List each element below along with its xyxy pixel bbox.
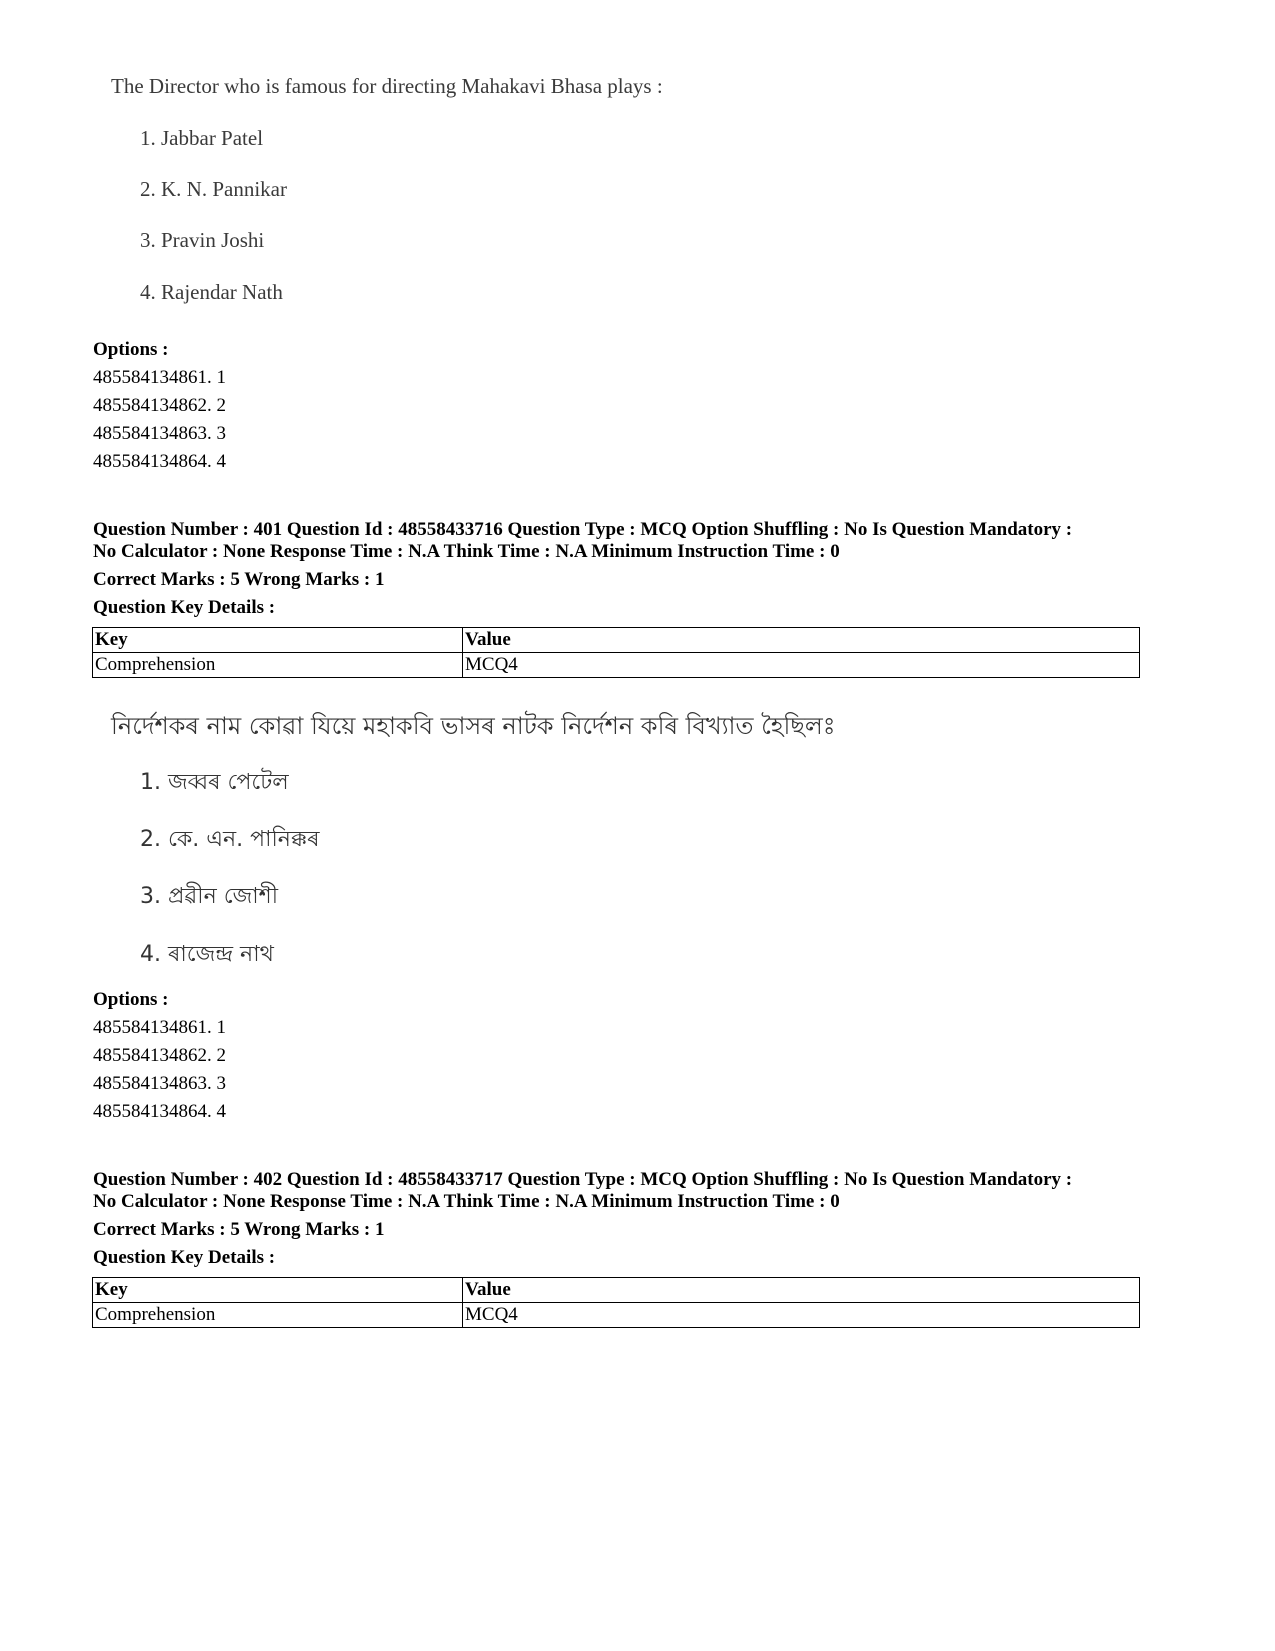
marks-line: Correct Marks : 5 Wrong Marks : 1 — [93, 1219, 385, 1240]
choice-3: 3. প্ৰৱীন জোশী — [140, 884, 278, 909]
table-cell-key: Comprehension — [93, 653, 463, 678]
choice-1: 1. Jabbar Patel — [140, 126, 264, 150]
table-cell-value: MCQ4 — [463, 1303, 1140, 1328]
table-header-value: Value — [463, 1278, 1140, 1303]
question-text-assamese: নিৰ্দেশকৰ নাম কোৱা যিয়ে মহাকবি ভাসৰ নাটক নিৰ্দেশন কৰি বিখ্যাত হৈছিলঃ — [111, 712, 836, 740]
choice-4: 4. Rajendar Nath — [140, 280, 283, 304]
table-header-row — [93, 628, 1140, 653]
option-4: 485584134864. 4 — [93, 451, 226, 472]
choice-2: 2. K. N. Pannikar — [140, 177, 287, 201]
table-row — [93, 653, 1140, 678]
table-cell-value: MCQ4 — [463, 653, 1140, 678]
choice-3: 3. Pravin Joshi — [140, 228, 265, 252]
question-meta-line2: No Calculator : None Response Time : N.A Think Time : N.A Minimum Instruction Time : 0 — [93, 541, 840, 562]
choice-2: 2. কে. এন. পানিক্কৰ — [140, 827, 320, 852]
option-2: 485584134862. 2 — [93, 1045, 226, 1066]
option-3: 485584134863. 3 — [93, 423, 226, 444]
option-1: 485584134861. 1 — [93, 367, 226, 388]
choice-4: 4. ৰাজেন্দ্ৰ নাথ — [140, 942, 274, 967]
table-header-row — [93, 1278, 1140, 1303]
question-meta-line2: No Calculator : None Response Time : N.A Think Time : N.A Minimum Instruction Time : 0 — [93, 1191, 840, 1212]
option-2: 485584134862. 2 — [93, 395, 226, 416]
question-meta-line1: Question Number : 402 Question Id : 48558433717 Question Type : MCQ Option Shuffling : No Is Question Mandatory : — [93, 1169, 1073, 1190]
question-text-english: The Director who is famous for directing Mahakavi Bhasa plays : — [111, 74, 663, 98]
table-header-key: Key — [93, 628, 463, 653]
option-4: 485584134864. 4 — [93, 1101, 226, 1122]
key-details-table — [92, 627, 1140, 678]
option-1: 485584134861. 1 — [93, 1017, 226, 1038]
options-label: Options : — [93, 339, 169, 360]
choice-1: 1. জব্বৰ পেটেল — [140, 770, 289, 795]
question-meta-line1: Question Number : 401 Question Id : 48558433716 Question Type : MCQ Option Shuffling : No Is Question Mandatory : — [93, 519, 1073, 540]
table-header-value: Value — [463, 628, 1140, 653]
key-details-label: Question Key Details : — [93, 597, 276, 618]
option-3: 485584134863. 3 — [93, 1073, 226, 1094]
key-details-label: Question Key Details : — [93, 1247, 276, 1268]
table-cell-key: Comprehension — [93, 1303, 463, 1328]
table-row — [93, 1303, 1140, 1328]
marks-line: Correct Marks : 5 Wrong Marks : 1 — [93, 569, 385, 590]
options-label: Options : — [93, 989, 169, 1010]
key-details-table — [92, 1277, 1140, 1328]
table-header-key: Key — [93, 1278, 463, 1303]
